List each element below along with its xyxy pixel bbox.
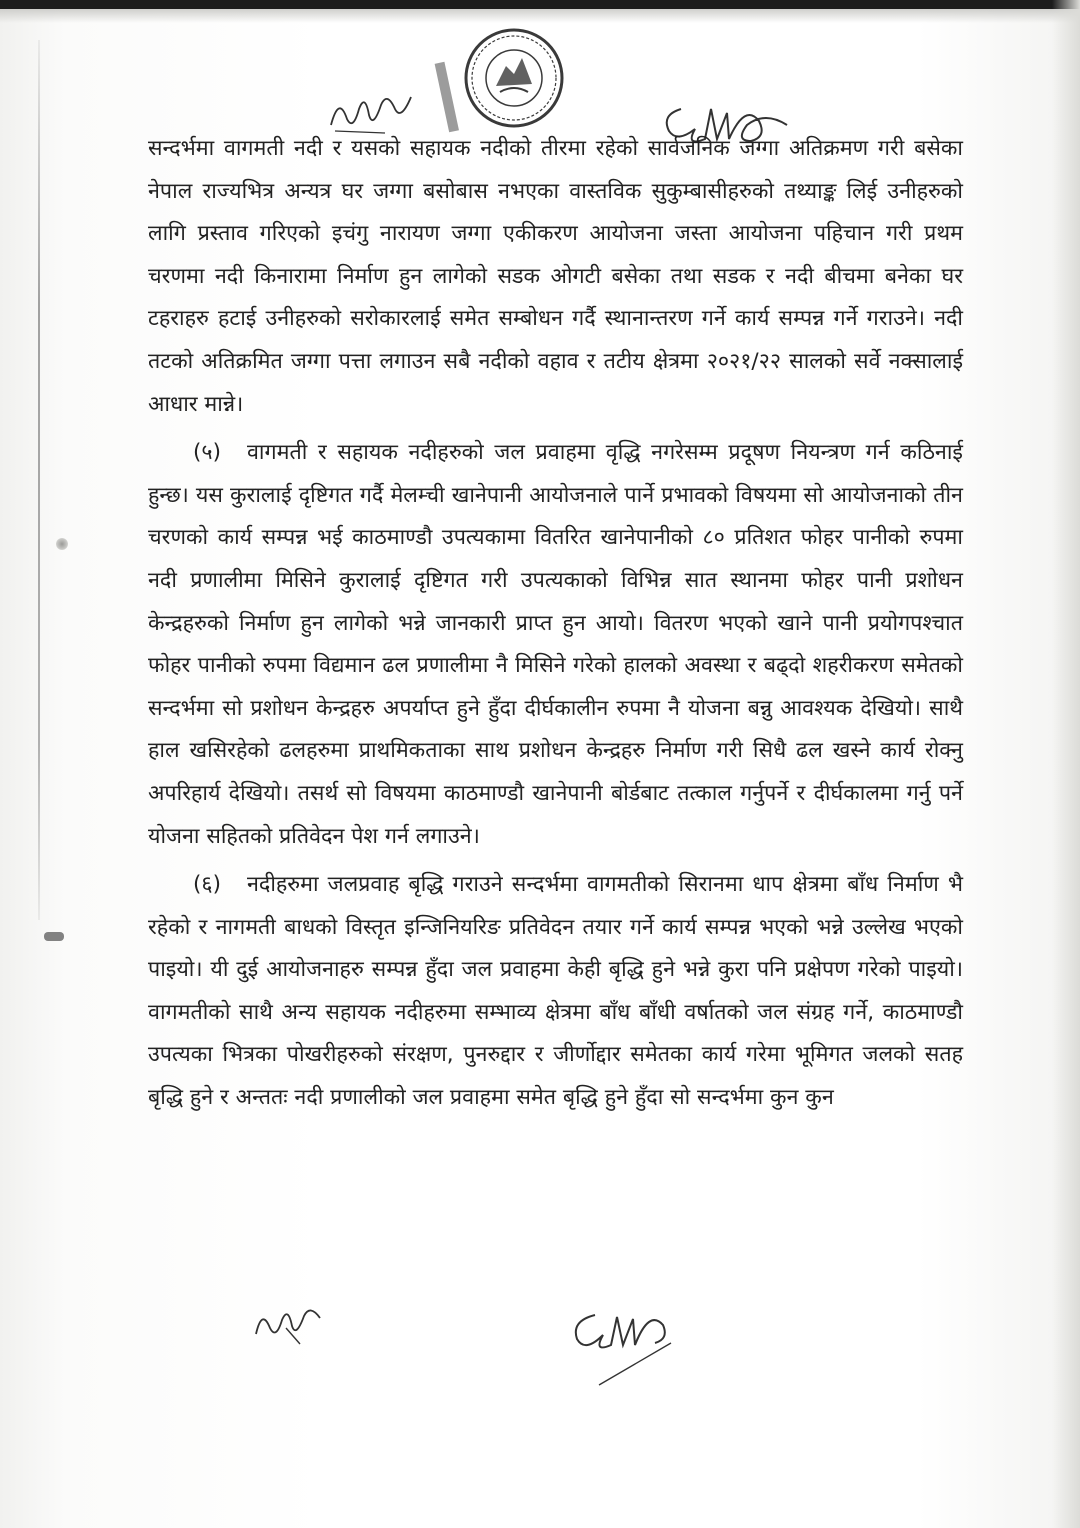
scan-top-shadow <box>0 9 1080 23</box>
ink-smudge <box>44 932 64 941</box>
paragraph-5-number: (५) <box>193 440 221 466</box>
paragraph-5-text: वागमती र सहायक नदीहरुको जल प्रवाहमा वृद्धि नगरेसम्म प्रदूषण नियन्त्रण गर्न कठिनाई हुन्छ। यस कुरालाई दृष्टिगत गर्दै मेलम्ची खानेपानी आयोजनाले पार्ने प्रभावको विषयमा सो आयोजनाको तीन चरणको कार्य सम्पन्न भई काठमाण्डौ उपत्यकामा वितरित खानेपानीको ८० प्रतिशत फोहर पानीको रुपमा नदी प्रणालीमा मिसिने कुरालाई दृष्टिगत गरी उपत्यकाको विभिन्न सात स्थानमा फोहर पानी प्रशोधन केन्द्रहरुको निर्माण हुन लागेको भन्ने जानकारी प्राप्त हुन आयो। वितरण भएको खाने पानी प्रयोगपश्चात फोहर पानीको रुपमा विद्यमान ढल प्रणालीमा नै मिसिने गरेको हालको अवस्था र बढ्दो शहरीकरण समेतको सन्दर्भमा सो प्रशोधन केन्द्रहरु अपर्याप्त हुने हुँदा दीर्घकालीन रुपमा नै योजना बन्नु आवश्यक देखियो। साथै हाल खसिरहेको ढलहरुमा प्राथमिकताका साथ प्रशोधन केन्द्रहरु निर्माण गरी सिधै ढल खस्ने कार्य रोक्नु अपरिहार्य देखियो। तसर्थ सो विषयमा काठमाण्डौ खानेपानी बोर्डबाट तत्काल गर्नुपर्ने र दीर्घकालमा गर्नु पर्ने योजना सहितको प्रतिवेदन पेश गर्न लगाउने। <box>148 440 963 849</box>
stamp-side-mark <box>430 58 470 138</box>
paragraph-intro: सन्दर्भमा वागमती नदी र यसको सहायक नदीको तीरमा रहेको सार्वजनिक जग्गा अतिक्रमण गरी बसेका नेपाल राज्यभित्र अन्यत्र घर जग्गा बसोबास नभएका वास्तविक सुकुम्बासीहरुको तथ्याङ्क लिई उनीहरुको लागि प्रस्ताव गरिएको इचंगु नारायण जग्गा एकीकरण आयोजना जस्ता आयोजना पहिचान गरी प्रथम चरणमा नदी किनारामा निर्माण हुन लागेको सडक ओगटी बसेका तथा सडक र नदी बीचमा बनेका घर टहराहरु हटाई उनीहरुको सरोकारलाई समेत सम्बोधन गर्दै स्थानान्तरण गर्ने कार्य सम्पन्न गर्ने गराउने। नदी तटको अतिक्रमित जग्गा पत्ता लगाउन सबै नदीको वहाव र तटीय क्षेत्रमा २०२१/२२ सालको सर्वे नक्सालाई आधार मान्ने। <box>148 136 963 417</box>
paragraph-5 <box>148 432 963 858</box>
signature-initials-bottom-left <box>250 1298 325 1348</box>
official-seal-stamp <box>462 26 566 130</box>
signature-bottom-right <box>565 1295 685 1395</box>
paragraph-6-number: (६) <box>193 872 221 898</box>
scan-top-edge <box>0 0 1080 9</box>
paragraph-6-text: नदीहरुमा जलप्रवाह बृद्धि गराउने सन्दर्भमा वागमतीको सिरानमा धाप क्षेत्रमा बाँध निर्माण भै रहेको र नागमती बाधको विस्तृत इन्जिनियरिङ प्रतिवेदन तयार गर्ने कार्य सम्पन्न भएको भन्ने उल्लेख भएको पाइयो। यी दुई आयोजनाहरु सम्पन्न हुँदा जल प्रवाहमा केही बृद्धि हुने भन्ने कुरा पनि प्रक्षेपण गरेको पाइयो। वागमतीको साथै अन्य सहायक नदीहरुमा सम्भाव्य क्षेत्रमा बाँध बाँधी वर्षातको जल संग्रह गर्ने, काठमाण्डौ उपत्यका भित्रका पोखरीहरुको संरक्षण, पुनरुद्दार र जीर्णोद्दार समेतका कार्य गरेमा भूमिगत जलको सतह बृद्धि हुने र अन्ततः नदी प्रणालीको जल प्रवाहमा समेत बृद्धि हुने हुँदा सो सन्दर्भमा कुन कुन <box>148 872 963 1111</box>
document-body <box>148 128 963 1120</box>
scan-right-shade <box>1052 0 1080 1528</box>
binding-line <box>38 40 40 920</box>
punch-hole <box>56 538 68 550</box>
paragraph-6 <box>148 864 963 1120</box>
